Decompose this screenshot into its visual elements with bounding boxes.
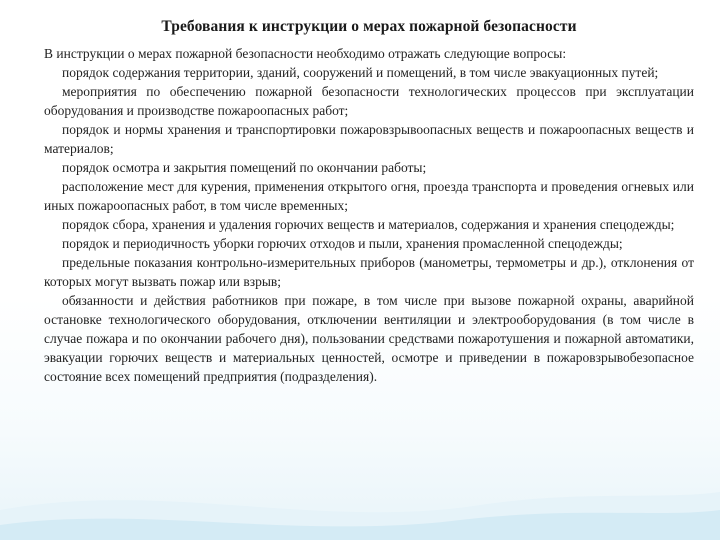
list-item: предельные показания контрольно-измерительных приборов (манометры, термометры и др.), отклонения от которых могут вызвать пожар или взрыв; (44, 255, 694, 289)
slide-title: Требования к инструкции о мерах пожарной безопасности (161, 18, 577, 35)
list-item: обязанности и действия работников при пожаре, в том числе при вызове пожарной охраны, аварийной остановке технологического оборудования, отключении вентиляции и электрооборудования (в том числе в случае пожара и по окончании рабочего дня), пользовании средствами пожаротушения и пожарной автоматики, эвакуации горючих веществ и материальных ценностей, осмотре и приведении в пожаровзрывобезопасное состояние всех помещений предприятия (подразделения). (44, 293, 694, 384)
list-item: порядок сбора, хранения и удаления горючих веществ и материалов, содержания и хранения спецодежды; (62, 217, 675, 232)
list-item: порядок содержания территории, зданий, сооружений и помещений, в том числе эвакуационных путей; (62, 65, 659, 80)
decorative-wave (0, 470, 720, 540)
intro-text: В инструкции о мерах пожарной безопасности необходимо отражать следующие вопросы: (44, 46, 567, 61)
list-item: расположение мест для курения, применения открытого огня, проезда транспорта и проведения огневых или иных пожароопасных работ, в том числе временных; (44, 179, 694, 213)
list-item: порядок и нормы хранения и транспортировки пожаровзрывоопасных веществ и пожароопасных веществ и материалов; (44, 122, 694, 156)
list-item: порядок и периодичность уборки горючих отходов и пыли, хранения промасленной спецодежды; (62, 236, 623, 251)
slide-content (44, 14, 694, 386)
list-item: порядок осмотра и закрытия помещений по окончании работы; (62, 160, 427, 175)
requirements-list (44, 63, 694, 386)
list-item: мероприятия по обеспечению пожарной безопасности технологических процессов при эксплуатации оборудования и производстве пожароопасных работ; (44, 84, 694, 118)
